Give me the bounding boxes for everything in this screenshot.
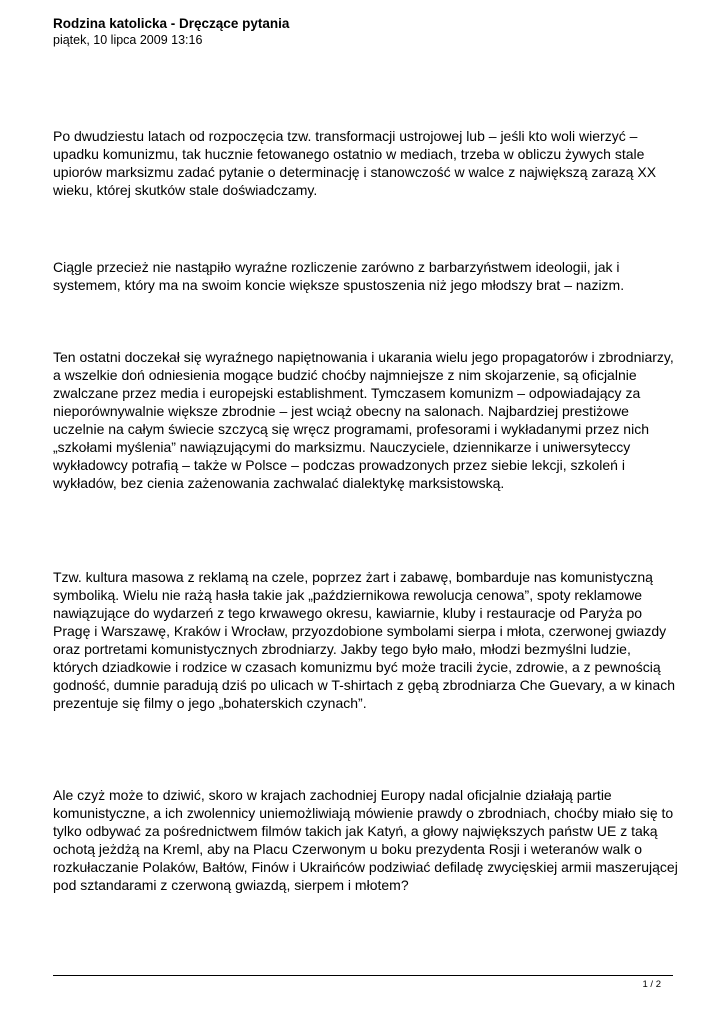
paragraph-2: Ciągle przecież nie nastąpiło wyraźne rozliczenie zarówno z barbarzyństwem ideologii, jak i systemem, który ma na swoim koncie większe spustoszenia niż jego młodszy brat – nazizm. — [53, 259, 625, 293]
document-date: piątek, 10 lipca 2009 13:16 — [53, 33, 203, 47]
footer-divider — [53, 975, 673, 976]
document-header — [53, 16, 289, 48]
paragraph-4: Tzw. kultura masowa z reklamą na czele, poprzez żart i zabawę, bombarduje nas komunistyczną symboliką. Wielu nie rażą hasła takie jak „październikowa rewolucja cenowa”, spoty reklamowe nawiązujące do wydarzeń z tego krwawego okresu, kawiarnie, kluby i restauracje od Paryża po Pragę i Warszawę, Kraków i Wrocław, przyozdobione symbolami sierpa i młota, czerwonej gwiazdy oraz portretami komunistycznych zbrodniarzy. Jakby tego było mało, młodzi bezmyślni ludzie, których dziadkowie i rodzice w czasach komunizmu być może tracili życie, zdrowie, a z pewnością godność, dumnie paradują dziś po ulicach w T-shirtach z gębą zbrodniarza Che Guevary, a w kinach prezentuje się filmy o jego „bohaterskich czynach”. — [53, 569, 676, 711]
paragraph-3: Ten ostatni doczekał się wyraźnego napiętnowania i ukarania wielu jego propagatorów i zbrodniarzy, a wszelkie doń odniesienia mogące budzić choćby najmniejsze z nim skojarzenie, są oficjalnie zwalczane przez media i europejski establishment. Tymczasem komunizm – odpowiadający za nieporównywalnie większe zbrodnie – jest wciąż obecny na salonach. Najbardziej prestiżowe uczelnie na całym świecie szczycą się wręcz programami, profesorami i wykładanymi przez nich „szkołami myślenia” nawiązującymi do marksizmu. Nauczyciele, dziennikarze i uniwersyteccy wykładowcy potrafią – także w Polsce – podczas prowadzonych przez siebie lekcji, szkoleń i wykładów, bez cienia zażenowania zachwalać dialektykę marksistowską. — [53, 349, 674, 491]
paragraph-5: Ale czyż może to dziwić, skoro w krajach zachodniej Europy nadal oficjalnie działają partie komunistyczne, a ich zwolennicy uniemożliwiają mówienie prawdy o zbrodniach, choćby miało się to tylko odbywać za pośrednictwem filmów takich jak Katyń, a głowy największych państw UE z taką ochotą jeżdżą na Kreml, aby na Placu Czerwonym u boku prezydenta Rosji i weteranów walk o rozkułaczanie Polaków, Bałtów, Finów i Ukraińców podziwiać defiladę zwycięskiej armii maszerującej pod sztandarami z czerwoną gwiazdą, sierpem i młotem? — [53, 787, 678, 893]
page-number: 1 / 2 — [642, 979, 661, 990]
document-title: Rodzina katolicka - Dręczące pytania — [53, 16, 290, 31]
paragraph-1: Po dwudziestu latach od rozpoczęcia tzw. transformacji ustrojowej lub – jeśli kto woli wierzyć – upadku komunizmu, tak hucznie fetowanego ostatnio w mediach, trzeba w obliczu żywych stale upiorów marksizmu zadać pytanie o determinację i stanowczość w walce z największą zarazą XX wieku, której skutków stale doświadczamy. — [53, 128, 657, 198]
